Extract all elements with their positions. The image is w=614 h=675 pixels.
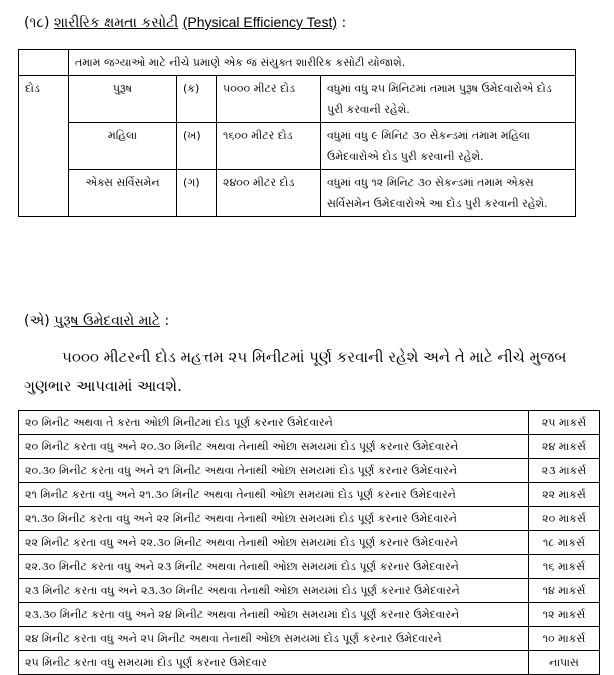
table-header: તમામ જગ્યાઓ માટે નીચે પ્રમાણે એક જ સંયુક્ત શારીરિક કસોટી યોજાશે.: [69, 50, 576, 76]
subsection-title: પુરૂષ ઉમેદવારો માટે: [54, 313, 161, 329]
condition-cell: ૨૦.૩૦ મિનીટ કરતા વધુ અને ૨૧ મિનીટ અથવા તેનાથી ઓછા સમયમાં દોડ પૂર્ણ કરનાર ઉમેદવારને: [19, 459, 529, 483]
marks-table: [18, 410, 600, 675]
distance-cell: ૧૬૦૦ મીટર દોડ: [217, 123, 321, 170]
marks-cell: નાપાસ: [529, 651, 600, 675]
condition-cell: ૨૩.૩૦ મિનીટ કરતા વધુ અને ૨૪ મિનીટ અથવા તેનાથી ઓછા સમયમાં દોડ પૂર્ણ કરનાર ઉમેદવારને: [19, 603, 529, 627]
marks-cell: ૨૦ માકર્સ: [529, 507, 600, 531]
table-row: [19, 531, 600, 555]
subsection-colon: :: [164, 313, 170, 329]
section-title-english: (Physical Efficiency Test): [182, 14, 338, 30]
section-title-gujarati: શારીરિક ક્ષમતા કસોટી: [53, 15, 179, 31]
event-cell: દોડ: [19, 76, 69, 217]
marks-cell: ૧૮ માકર્સ: [529, 531, 600, 555]
section-number: (૧૮): [24, 15, 50, 31]
section-heading: [24, 14, 346, 31]
letter-cell: (ગ): [177, 170, 217, 217]
marks-cell: ૨૫ માકર્સ: [529, 411, 600, 435]
subsection-heading: [24, 313, 169, 329]
table-row: [19, 170, 576, 217]
marks-cell: ૧૪ માકર્સ: [529, 579, 600, 603]
table-row: [19, 555, 600, 579]
table-row: [19, 435, 600, 459]
table-row: [19, 411, 600, 435]
marks-cell: ૨૪ માકર્સ: [529, 435, 600, 459]
table-row: [19, 627, 600, 651]
distance-cell: ૫૦૦૦ મીટર દોડ: [217, 76, 321, 123]
table-row: [19, 123, 576, 170]
condition-cell: ૨૦ મિનીટ કરતા વધુ અને ૨૦.૩૦ મિનીટ અથવા તેનાથી ઓછા સમયમાં દોડ પૂર્ણ કરનાર ઉમેદવારને: [19, 435, 529, 459]
table-row: [19, 483, 600, 507]
letter-cell: (ખ): [177, 123, 217, 170]
distance-cell: ૨૪૦૦ મીટર દોડ: [217, 170, 321, 217]
condition-cell: ૨૩ મિનીટ કરતા વધુ અને ૨૩.૩૦ મિનીટ અથવા તેનાથી ઓછા સમયમાં દોડ પૂર્ણ કરનાર ઉમેદવારને: [19, 579, 529, 603]
marks-paragraph: ૫૦૦૦ મીટરની દોડ મહત્તમ ૨૫ મિનીટમાં પૂર્ણ કરવાની રહેશે અને તે માટે નીચે મુજબ ગુણભાર આપવામાં આવશે.: [24, 348, 567, 395]
condition-cell: ૨૫ મિનીટ કરતા વધુ સમયમાં દોડ પૂર્ણ કરનાર ઉમેદવાર: [19, 651, 529, 675]
table-row: [19, 603, 600, 627]
condition-cell: ૨૪ મિનીટ કરતા વધુ અને ૨૫ મિનીટ અથવા તેનાથી ઓછા સમયમાં દોડ પૂર્ણ કરનાર ઉમેદવારને: [19, 627, 529, 651]
rule-cell: વધુમાં વધુ ૨૫ મિનિટમાં તમામ પુરૂષ ઉમેદવારોએ દોડ પુરી કરવાની રહેશે.: [321, 76, 576, 123]
table-row: [19, 76, 576, 123]
marks-cell: ૧૬ માકર્સ: [529, 555, 600, 579]
marks-cell: ૧૦ માકર્સ: [529, 627, 600, 651]
condition-cell: ૨૦ મિનીટ અથવા તે કરતા ઓછી મિનીટમાં દોડ પૂર્ણ કરનાર ઉમેદવારને: [19, 411, 529, 435]
rule-cell: વધુમાં વધુ ૧૨ મિનિટ ૩૦ સેકન્ડમાં તમામ એક્સ સર્વિસમેન ઉમેદવારોએ આ દોડ પુરી કરવાની રહેશે.: [321, 170, 576, 217]
condition-cell: ૨૧.૩૦ મિનીટ કરતા વધુ અને ૨૨ મિનીટ અથવા તેનાથી ઓછા સમયમાં દોડ પૂર્ણ કરનાર ઉમેદવારને: [19, 507, 529, 531]
table-row: [19, 651, 600, 675]
marks-cell: ૨૨ માકર્સ: [529, 483, 600, 507]
letter-cell: (ક): [177, 76, 217, 123]
table-row: [19, 507, 600, 531]
category-cell: પુરૂષ: [69, 76, 177, 123]
condition-cell: ૨૧ મિનીટ કરતા વધુ અને ૨૧.૩૦ મિનીટ અથવા તેનાથી ઓછા સમયમાં દોડ પૂર્ણ કરનાર ઉમેદવારને: [19, 483, 529, 507]
rule-cell: વધુમાં વધુ ૯ મિનિટ ૩૦ સેકન્ડમાં તમામ મહિલા ઉમેદવારોએ દોડ પુરી કરવાની રહેશે.: [321, 123, 576, 170]
table-row: [19, 459, 600, 483]
subsection-prefix: (એ): [24, 313, 50, 329]
table-row: [19, 50, 576, 76]
marks-cell: ૨૩ માકર્સ: [529, 459, 600, 483]
category-cell: એક્સ સર્વિસમેન: [69, 170, 177, 217]
condition-cell: ૨૨ મિનીટ કરતા વધુ અને ૨૨.૩૦ મિનીટ અથવા તેનાથી ઓછા સમયમાં દોડ પૂર્ણ કરનાર ઉમેદવારને: [19, 531, 529, 555]
condition-cell: ૨૨.૩૦ મિનીટ કરતા વધુ અને ૨૩ મિનીટ અથવા તેનાથી ઓછા સમયમાં દોડ પૂર્ણ કરનાર ઉમેદવારને: [19, 555, 529, 579]
marks-cell: ૧૨ માકર્સ: [529, 603, 600, 627]
physical-test-table: [18, 49, 576, 217]
section-colon: :: [341, 15, 347, 31]
category-cell: મહિલા: [69, 123, 177, 170]
table-row: [19, 579, 600, 603]
